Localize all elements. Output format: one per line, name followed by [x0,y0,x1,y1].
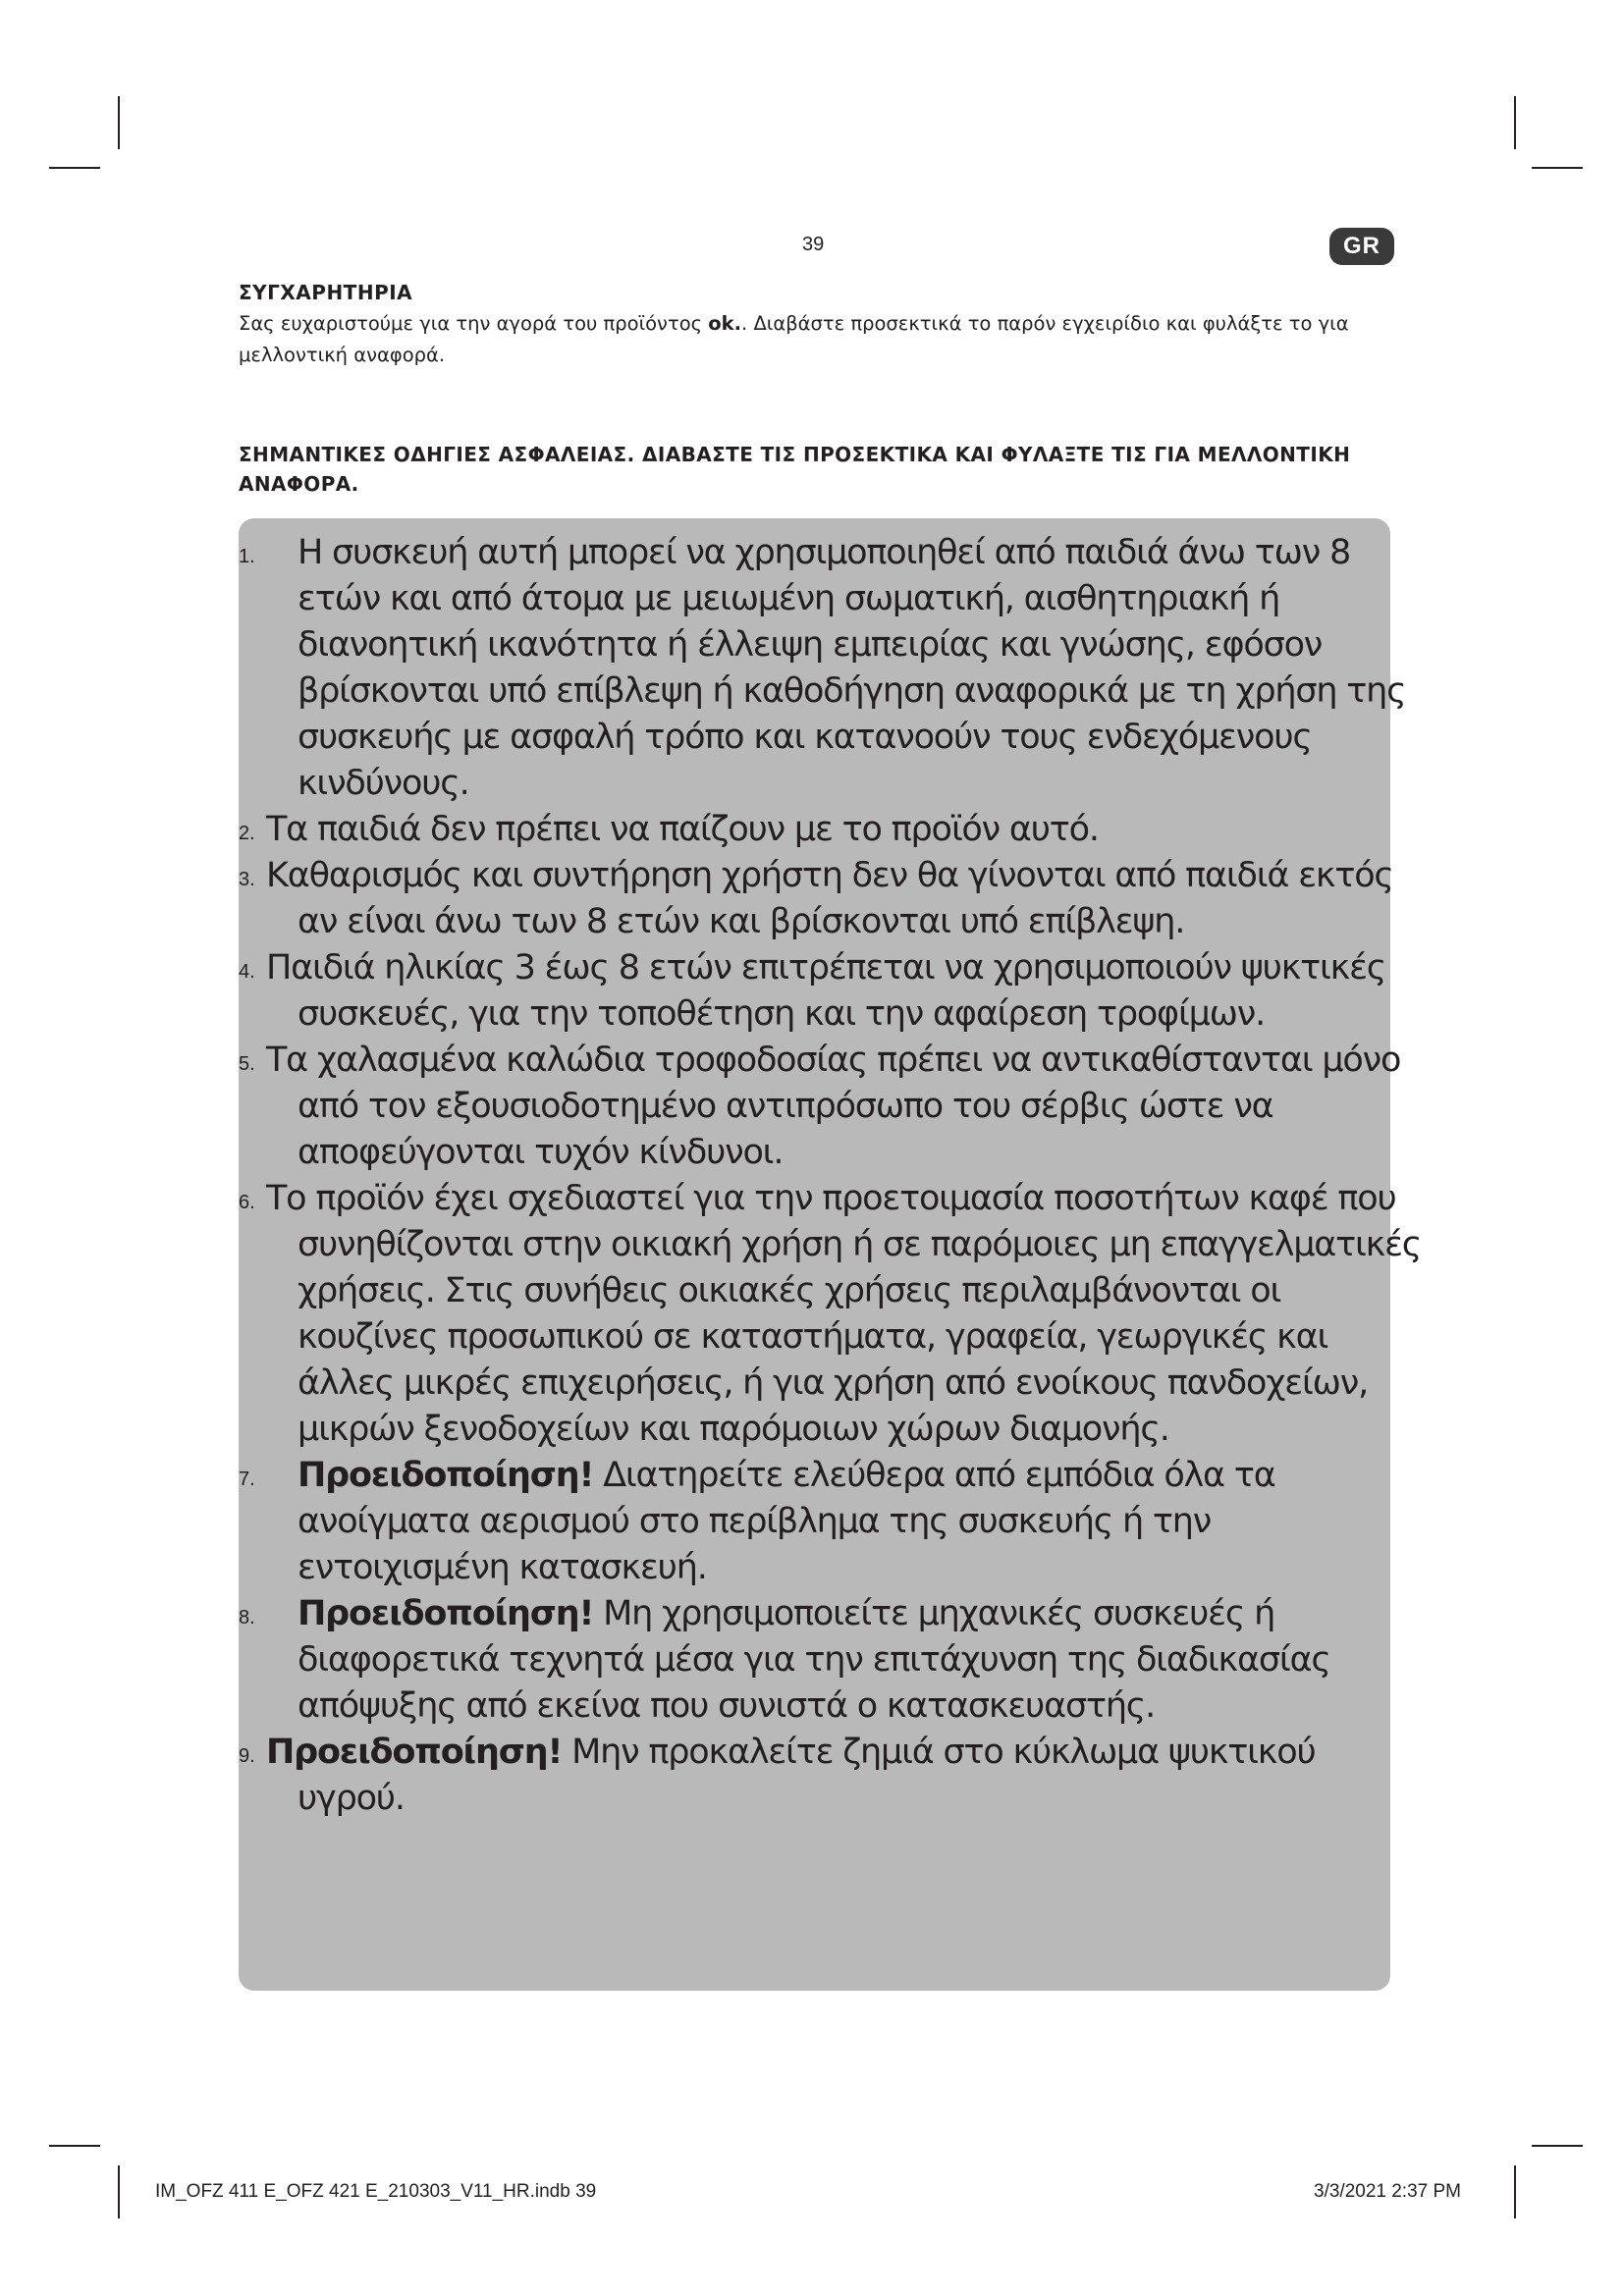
item-number: 2. [239,823,255,844]
safety-item-9 [239,1730,1427,1822]
item-body: Τα χαλασμένα καλώδια τροφοδοσίας πρέπει να αντικαθίστανται μόνο από τον εξουσιοδοτημένο αντιπρόσωπο του σέρβις ώστε να αποφεύγονται τυχόν κίνδυνοι. [266,1041,1401,1172]
item-number: 7. [239,1468,255,1490]
safety-item-2 [239,807,1427,853]
item-text [239,1176,1427,1453]
item-body: Μην προκαλείτε ζημιά στο κύκλωμα ψυκτικού υγρού. [298,1733,1316,1818]
brand-name: ok. [708,312,742,335]
crop-mark-top-left-horizontal [49,167,100,169]
warning-label: Προειδοποίηση! [298,1594,594,1633]
item-text [239,945,1427,1038]
safety-heading: ΣΗΜΑΝΤΙΚΕΣ ΟΔΗΓΙΕΣ ΑΣΦΑΛΕΙΑΣ. ΔΙΑΒΑΣΤΕ ΤΙΣ ΠΡΟΣΕΚΤΙΚΑ ΚΑΙ ΦΥΛΑΞΤΕ ΤΙΣ ΓΙΑ ΜΕΛΛΟΝΤΙΚΗ ΑΝΑΦΟΡΑ. [239,443,1351,496]
item-text [239,1591,1427,1730]
item-number: 6. [239,1192,255,1213]
warning-label: Προειδοποίηση! [266,1733,563,1772]
item-number: 5. [239,1053,255,1075]
item-body: Η συσκευή αυτή μπορεί να χρησιμοποιηθεί από παιδιά άνω των 8 ετών και από άτομα με μειωμένη σωματική, αισθητηριακή ή διανοητική ικανότητα ή έλλειψη εμπειρίας και γνώσης, εφόσον βρίσκονται υπό επίβλεψη ή καθοδήγηση αναφορικά με τη χρήση της συσκευής με ασφαλή τρόπο και κατανοούν τους ενδεχόμενους κινδύνους. [298,533,1406,803]
item-body: Το προϊόν έχει σχεδιαστεί για την προετοιμασία ποσοτήτων καφέ που συνηθίζονται στην οικιακή χρήση ή σε παρόμοιες μη επαγγελματικές χρήσεις. Στις συνήθεις οικιακές χρήσεις περιλαμβάνονται οι κουζίνες προσωπικού σε καταστήματα, γραφεία, γεωργικές και άλλες μικρές επιχειρήσεις, ή για χρήση από ενοίκους πανδοχείων, μικρών ξενοδοχείων και παρόμοιων χώρων διαμονής. [266,1179,1422,1449]
congrats-text-part-2: . Διαβάστε προσεκτικά το παρόν εγχειρίδιο και φυλάξτε το για μελλοντική αναφορά. [239,312,1349,366]
item-number: 9. [239,1745,255,1767]
safety-instructions-list [239,530,1427,1822]
safety-item-5 [239,1038,1427,1176]
language-badge: GR [1329,228,1394,265]
crop-mark-top-left-vertical [118,96,120,149]
item-number: 4. [239,961,255,983]
crop-mark-top-right-horizontal [1532,167,1583,169]
item-number: 1. [239,546,255,567]
warning-label: Προειδοποίηση! [298,1456,594,1495]
safety-item-4 [239,945,1427,1038]
safety-item-3 [239,853,1427,945]
congrats-text [239,308,1397,371]
footer-date-time: 3/3/2021 2:37 PM [1314,2181,1461,2202]
congrats-text-part-1: Σας ευχαριστούμε για την αγορά του προϊόντος [239,312,709,335]
item-number: 8. [239,1607,255,1629]
crop-mark-bottom-right-vertical [1514,2165,1516,2218]
item-body: Μη χρησιμοποιείτε μηχανικές συσκευές ή διαφορετικά τεχνητά μέσα για την επιτάχυνση της διαδικασίας απόψυξης από εκείνα που συνιστά ο κατασκευαστής. [298,1594,1330,1726]
item-text [239,853,1427,945]
item-number: 3. [239,869,255,890]
crop-mark-bottom-left-horizontal [49,2145,100,2147]
item-text [239,1453,1427,1591]
crop-mark-bottom-right-horizontal [1532,2145,1583,2147]
page-number: 39 [802,234,825,255]
footer-file-info: IM_OFZ 411 E_OFZ 421 E_210303_V11_HR.indb 39 [155,2181,597,2202]
crop-mark-bottom-left-vertical [118,2165,120,2218]
crop-mark-top-right-vertical [1514,96,1516,149]
item-text [239,530,1427,807]
item-body: Τα παιδιά δεν πρέπει να παίζουν με το προϊόν αυτό. [266,810,1099,849]
congrats-title: ΣΥΓΧΑΡΗΤΗΡΙΑ [239,281,413,304]
item-text [239,807,1427,853]
item-text [239,1730,1427,1822]
safety-item-7 [239,1453,1427,1591]
safety-item-6 [239,1176,1427,1453]
item-body: Καθαρισμός και συντήρηση χρήστη δεν θα γίνονται από παιδιά εκτός αν είναι άνω των 8 ετών και βρίσκονται υπό επίβλεψη. [266,856,1393,941]
item-text [239,1038,1427,1176]
item-body: Παιδιά ηλικίας 3 έως 8 ετών επιτρέπεται να χρησιμοποιούν ψυκτικές συσκευές, για την τοποθέτηση και την αφαίρεση τροφίμων. [266,948,1386,1034]
safety-item-8 [239,1591,1427,1730]
item-body: Διατηρείτε ελεύθερα από εμπόδια όλα τα ανοίγματα αερισμού στο περίβλημα της συσκευής ή την εντοιχισμένη κατασκευή. [298,1456,1275,1587]
safety-item-1 [239,530,1427,807]
